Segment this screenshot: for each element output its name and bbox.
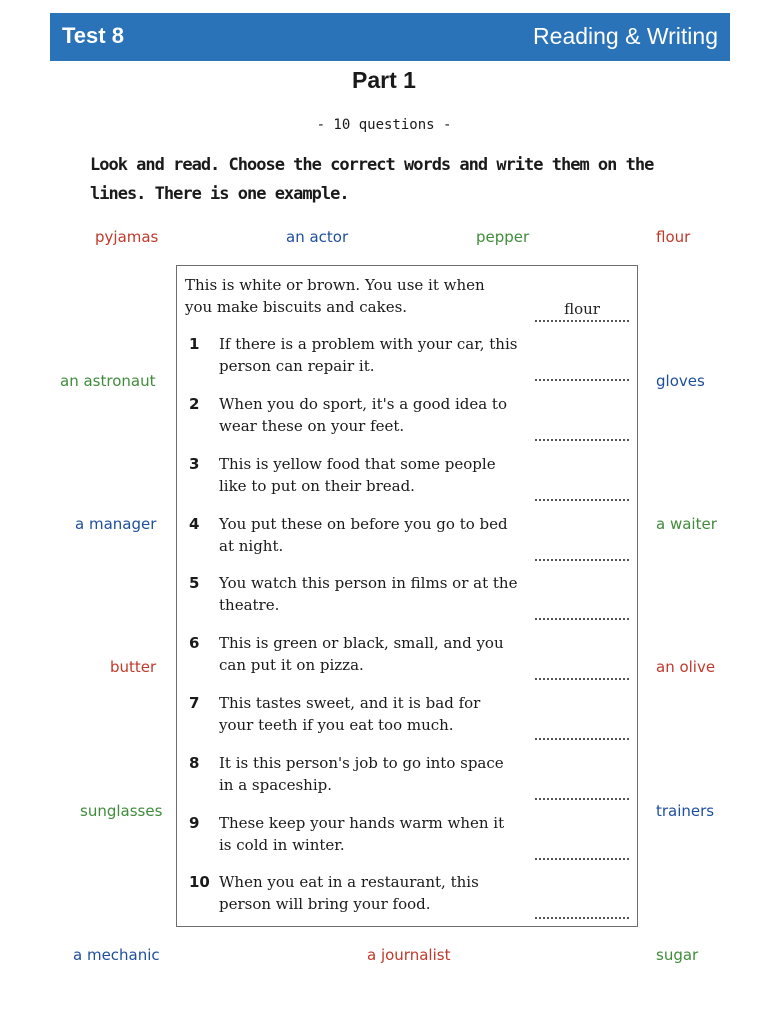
question-number: 4 (189, 515, 200, 533)
question-item (177, 572, 637, 632)
question-text: This tastes sweet, and it is bad for your teeth if you eat too much. (219, 694, 481, 734)
section-title: Reading & Writing (533, 23, 718, 49)
example-text: This is white or brown. You use it when you make biscuits and cakes. (185, 276, 485, 316)
question-number: 10 (189, 873, 210, 891)
question-number: 8 (189, 754, 200, 772)
example-item (177, 274, 637, 334)
example-answer: flour (535, 298, 629, 322)
answer-line[interactable] (535, 895, 629, 919)
question-text: You watch this person in films or at the theatre. (219, 574, 518, 614)
word-gloves: gloves (656, 372, 705, 390)
question-text: This is green or black, small, and you can put it on pizza. (219, 634, 504, 674)
answer-line[interactable] (535, 836, 629, 860)
question-item (177, 453, 637, 513)
answer-line[interactable] (535, 477, 629, 501)
word-trainers: trainers (656, 802, 715, 820)
word-a-journalist: a journalist (367, 946, 451, 964)
answer-line[interactable] (535, 417, 629, 441)
answer-line[interactable] (535, 776, 629, 800)
question-text: These keep your hands warm when it is cold in winter. (219, 814, 505, 854)
question-number: 1 (189, 335, 200, 353)
answer-line[interactable] (535, 656, 629, 680)
word-a-mechanic: a mechanic (73, 946, 160, 964)
page-header (50, 13, 730, 61)
question-text: When you eat in a restaurant, this person will bring your food. (219, 873, 479, 913)
questions-box (176, 265, 638, 927)
part-title: Part 1 (352, 67, 416, 93)
word-flour: flour (656, 228, 691, 246)
question-number: 7 (189, 694, 200, 712)
question-text: This is yellow food that some people like to put on their bread. (219, 455, 496, 495)
word-an-astronaut: an astronaut (60, 372, 156, 390)
question-item (177, 513, 637, 573)
instruction-text: Look and read. Choose the correct words and write them on the lines. There is one example. (90, 155, 654, 204)
question-text: You put these on before you go to bed at night. (219, 515, 508, 555)
answer-line[interactable] (535, 596, 629, 620)
word-sugar: sugar (656, 946, 699, 964)
question-text: When you do sport, it's a good idea to wear these on your feet. (219, 395, 507, 435)
question-number: 5 (189, 574, 200, 592)
word-an-olive: an olive (656, 658, 716, 676)
word-sunglasses: sunglasses (80, 802, 163, 820)
question-number: 9 (189, 814, 200, 832)
word-pyjamas: pyjamas (95, 228, 159, 246)
question-item (177, 752, 637, 812)
question-item (177, 632, 637, 692)
word-pepper: pepper (476, 228, 530, 246)
question-item (177, 871, 637, 931)
answer-line[interactable] (535, 716, 629, 740)
answer-line[interactable] (535, 537, 629, 561)
word-a-waiter: a waiter (656, 515, 717, 533)
question-number: 6 (189, 634, 200, 652)
word-an-actor: an actor (286, 228, 349, 246)
question-number: 2 (189, 395, 200, 413)
question-text: It is this person's job to go into space in a spaceship. (219, 754, 504, 794)
question-item (177, 333, 637, 393)
question-count: - 10 questions - (316, 117, 452, 133)
answer-line[interactable] (535, 357, 629, 381)
test-number: Test 8 (62, 23, 124, 48)
question-number: 3 (189, 455, 200, 473)
question-item (177, 812, 637, 872)
question-item (177, 393, 637, 453)
question-text: If there is a problem with your car, this person can repair it. (219, 335, 518, 375)
word-a-manager: a manager (75, 515, 157, 533)
word-butter: butter (110, 658, 157, 676)
question-item (177, 692, 637, 752)
